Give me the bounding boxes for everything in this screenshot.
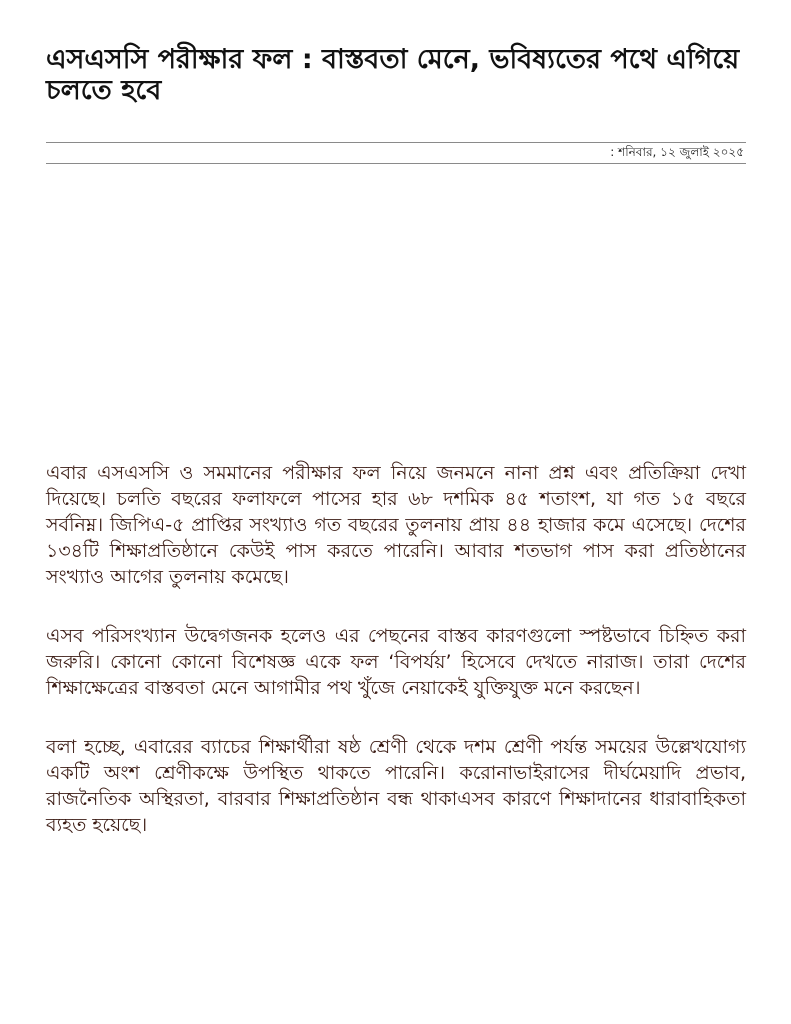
article-body: [46, 460, 746, 871]
date-bar: [46, 142, 746, 164]
publish-date: : শনিবার, ১২ জুলাই ২০২৫: [610, 145, 744, 159]
article-headline: এসএসসি পরীক্ষার ফল : বাস্তবতা মেনে, ভবিষ্যতের পথে এগিয়ে চলতে হবে: [46, 44, 740, 106]
article-paragraph-2: এসব পরিসংখ্যান উদ্বেগজনক হলেও এর পেছনের বাস্তব কারণগুলো স্পষ্টভাবে চিহ্নিত করা জরুরি। কোনো কোনো বিশেষজ্ঞ একে ফল ‘বিপর্যয়’ হিসেবে দেখতে নারাজ। তারা দেশের শিক্ষাক্ষেত্রের বাস্তবতা মেনে আগামীর পথ খুঁজে নেয়াকেই যুক্তিযুক্ত মনে করছেন।: [46, 625, 746, 699]
article-paragraph-3: বলা হচ্ছে, এবারের ব্যাচের শিক্ষার্থীরা ষষ্ঠ শ্রেণী থেকে দশম শ্রেণী পর্যন্ত সময়ের উল্লেখযোগ্য একটি অংশ শ্রেণীকক্ষে উপস্থিত থাকতে পারেনি। করোনাভাইরাসের দীর্ঘমেয়াদি প্রভাব, রাজনৈতিক অস্থিরতা, বারবার শিক্ষাপ্রতিষ্ঠান বন্ধ থাকাএসব কারণে শিক্ষাদানের ধারাবাহিকতা ব্যহত হয়েছে।: [46, 736, 746, 836]
article-paragraph-1: এবার এসএসসি ও সমমানের পরীক্ষার ফল নিয়ে জনমনে নানা প্রশ্ন এবং প্রতিক্রিয়া দেখা দিয়েছে। চলতি বছরের ফলাফলে পাসের হার ৬৮ দশমিক ৪৫ শতাংশ, যা গত ১৫ বছরে সর্বনিম্ন। জিপিএ-৫ প্রাপ্তির সংখ্যাও গত বছরের তুলনায় প্রায় ৪৪ হাজার কমে এসেছে। দেশের ১৩৪টি শিক্ষাপ্রতিষ্ঠানে কেউই পাস করতে পারেনি। আবার শতভাগ পাস করা প্রতিষ্ঠানের সংখ্যাও আগের তুলনায় কমেছে।: [46, 462, 746, 588]
article-page: [46, 0, 746, 836]
